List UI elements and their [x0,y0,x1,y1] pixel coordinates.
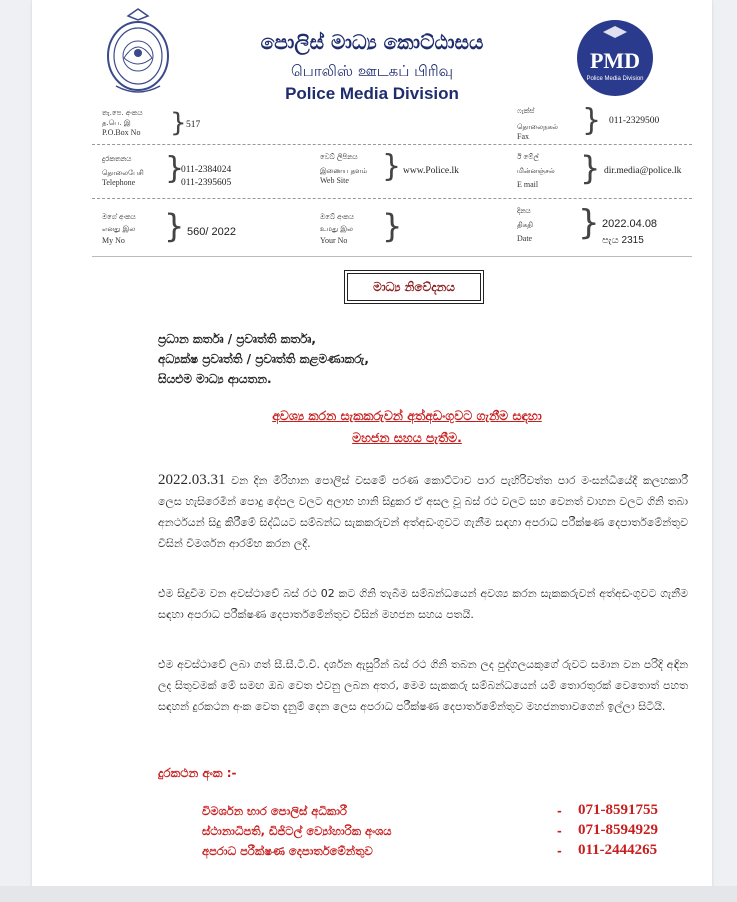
document-title-box [344,270,484,304]
paragraph-3: එම අවස්ථාවේ ලබා ගත් සී.සී.ටී.වී. දර්ශන ඇසුරින් බස් රථ ගිනි තබන ලද පුද්ගලයකුගේ රුවට සමාන වන පරිදි අඳින ලද සිතුවමක් මේ සමඟ ඔබ වෙත එවනු ලබන අතර, මෙම සැකකරු සම්බන්ධයෙන් යම් තොරතුරක් වෙතොත් පහත සඳහන් දුරකථන අංක වෙත දැනුම් දෙන ලෙස අපරාධ පරීක්ෂණ දෙපාර්තමේන්තුව මහජනතාවගෙන් ඉල්ලා සිටියි. [158,658,688,713]
pmd-logo-subtext: Police Media Division [586,76,644,82]
your-no-label: ඔබේ අංකය உமது இல Your No [320,213,354,245]
email-label: ඊ මේල් மின்னஞ்சல் E mail [517,153,555,189]
divider [92,256,692,257]
brace-icon: } [582,103,602,138]
telephone-values: 011-2384024 011-2395605 [181,165,232,188]
pmd-logo-icon [575,18,655,98]
date-label: දිනය திகதி Date [517,207,533,243]
pobox-value: 517 [186,120,201,130]
brace-icon: } [578,203,600,243]
subject-line-2: මහජන සහය පැතීම. [352,430,462,445]
my-no-label: මගේ අංකය எனது இல My No [102,213,136,245]
pmd-logo-text: PMD [589,48,641,73]
paragraph-1: 2022.03.31 වන දින මිරිහාන පොලිස් වසමේ පරණ කොට්ටාව පාර පැහිරිවත්ත පාර මංසන්ධියේදී කලහකාරී ලෙස හැසිරෙමින් පොදු දේපල වලට අලාභ හානි සිදුකර ඒ අසල වූ බස් රථ වලට සහ වෙනත් වාහන වලට ගිනි තබා අනර්ථයන් සිදු කිරීමේ සිද්ධියට සම්බන්ධ සැකකරුවන් අත්අඩංගුවට ගැනීම සඳහා අපරාධ පරීක්ෂණ දෙපාර්තමේන්තුව විසින් විමර්ශන ආරම්භ කරන ලදී. [158,472,688,550]
bottom-edge [0,886,737,902]
contact-phone: 071-8594929 [578,822,658,838]
pobox-label: තැ.පෙ. අංකය த.பெ. இ P.O.Box No [102,109,143,137]
telephone-label: දුරකතනය தொலைபேசி Telephone [102,155,144,187]
contact-row: විමර්ශන භාර පොලිස් අධිකාරී - 071-8591755 [202,802,658,818]
addressee-line: ප්‍රධාන කර්තෘ / ප්‍රවෘත්ති කර්තෘ, [158,332,316,346]
contact-phone: 071-8591755 [578,802,658,818]
brace-icon: } [580,149,601,187]
header-english-title: Police Media Division [285,84,459,103]
brace-icon: } [382,207,403,245]
fax-value: 011-2329500 [609,116,660,126]
police-crest-icon [102,6,174,96]
brace-icon: } [164,207,185,245]
addressee-line: අධ්‍යක්ෂ ප්‍රවෘත්ති / ප්‍රවෘත්ති කළමණාකරු, [158,352,369,366]
paragraph-2: එම සිදුවීම වන අවස්ථාවේ බස් රථ 02 කට ගිනි තැබීම සම්බන්ධයෙන් අවශ්‍ය කරන සැකකරුවන් අත්අඩංගුවට ගැනීම සඳහා අපරාධ පරීක්ෂණ දෙපාර්තමේන්තුව විසින් මහජන සහය පතයි. [158,587,688,621]
paragraph-1-date: 2022.03.31 [158,472,226,488]
header-tamil-title: பொலிஸ் ஊடகப் பிரிவு [290,62,453,80]
divider [92,198,692,199]
contact-row: ස්ථානාධිපති, ඩිජිටල් ව්‍යෝහාරික අංශය - 071-8594929 [202,822,658,838]
contact-phone: 011-2444265 [578,842,658,858]
email-value: dir.media@police.lk [604,166,682,176]
brace-icon: } [382,149,402,184]
document-title: මාධ්‍ය නිවේදනය [373,279,455,294]
brace-icon: } [170,108,187,138]
fax-label: ෆැක්ස් தொலைநகல் Fax [517,107,558,141]
time-value: පැය 2315 [602,235,644,246]
contacts-heading: දුරකථන අංක :- [158,766,237,780]
header-sinhala-title: පොලිස් මාධ්‍ය කොට්ඨාසය [260,30,484,54]
website-label: වෙබ් ලිපිනය இணைய தளம் Web Site [320,153,368,185]
contact-row: අපරාධ පරීක්ෂණ දෙපාර්තමේන්තුව - 011-2444265 [202,842,658,858]
my-no-value: 560/ 2022 [187,226,236,238]
divider [92,144,692,145]
date-value: 2022.04.08 [602,218,658,230]
document-page [32,0,712,890]
subject-line-1: අවශ්‍ය කරන සැකකරුවන් අත්අඩංගුවට ගැනීම සඳහා [272,408,542,423]
addressee-line: සියළුම මාධ්‍ය ආයතන. [158,372,272,386]
website-value: www.Police.lk [403,166,459,176]
brace-icon: } [165,151,185,186]
